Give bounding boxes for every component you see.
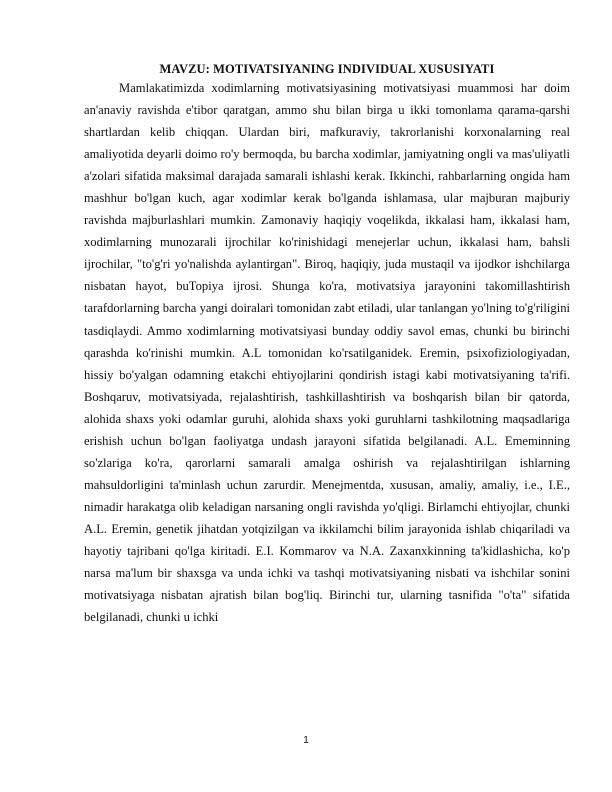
document-title: MAVZU: MOTIVATSIYANING INDIVIDUAL XUSUSIYATI: [159, 62, 495, 76]
page-number: 1: [303, 735, 309, 746]
body-paragraph: Mamlakatimizda xodimlarning motivatsiyasining motivatsiyasi muammosi har doim an'anaviy ravishda e'tibor qaratgan, ammo shu bilan birga u ikki tomonlama qarama-qarshi shartlardan kelib chiqqan. Ulardan biri, mafkuraviy, takrorlanishi korxonalarning real amaliyotida deyarli doimo ro'y bermoqda, bu barcha xodimlar, jamiyatning ongli va mas'uliyatli a'zolari sifatida maksimal darajada samarali ishlashi kerak. Ikkinchi, rahbarlarning ongida ham mashhur bo'lgan kuch, agar xodimlar kerak bo'lganda ishlamasa, ular majburan majburiy ravishda majburlashlari mumkin. Zamonaviy haqiqiy voqelikda, ikkalasi ham, ikkalasi ham, xodimlarning munozarali ijrochilar ko'rinishidagi menejerlar uchun, ikkalasi ham, bahsli ijrochilar, "to'g'ri yo'nalishda aylantirgan". Biroq, haqiqiy, juda mustaqil va ijodkor ishchilarga nisbatan hayot, buTopiya ijrosi. Shunga ko'ra, motivatsiya jarayonini takomillashtirish tarafdorlarning barcha yangi doiralari tomonidan zabt etiladi, ular tanlangan yo'lning to'g'riligini tasdiqlaydi. Ammo xodimlarning motivatsiyasi bunday oddiy savol emas, chunki bu birinchi qarashda ko'rinishi mumkin. A.L tomonidan ko'rsatilganidek. Eremin, psixofiziologiyadan, hissiy bo'yalgan odamning etakchi ehtiyojlarini qondirish istagi kabi motivatsiyaning ta'rifi. Boshqaruv, motivatsiyada, rejalashtirish, tashkillashtirish va boshqarish bilan bir qatorda, alohida shaxs yoki odamlar guruhi, alohida shaxs yoki guruhlarni tashkilotning maqsadlariga erishish uchun bo'lgan faoliyatga undash jarayoni sifatida belgilanadi. A.L. Ememinning so'zlariga ko'ra, qarorlarni samarali amalga oshirish va rejalashtirilgan ishlarning mahsuldorligini ta'minlash uchun zarurdir. Menejmentda, xususan, amaliy, amaliy, i.e., I.E., nimadir harakatga olib keladigan narsaning ongli ravishda yo'qligi. Birlamchi ehtiyojlar, chunki A.L. Eremin, genetik jihatdan yotqizilgan va ikkilamchi bilim jarayonida ishlab chiqariladi va hayotiy tajribani qo'lga kiritadi. E.I. Kommarov va N.A. Zaxanxkinning ta'kidlashicha, ko'p narsa ma'lum bir shaxsga va unda ichki va tashqi motivatsiyaning nisbati va ishchilar sonini motivatsiyaga nisbatan ajratish bilan bog'liq. Birinchi tur, ularning tasnifida "o'ta" sifatida belgilanadi, chunki u ichki: [84, 81, 570, 625]
